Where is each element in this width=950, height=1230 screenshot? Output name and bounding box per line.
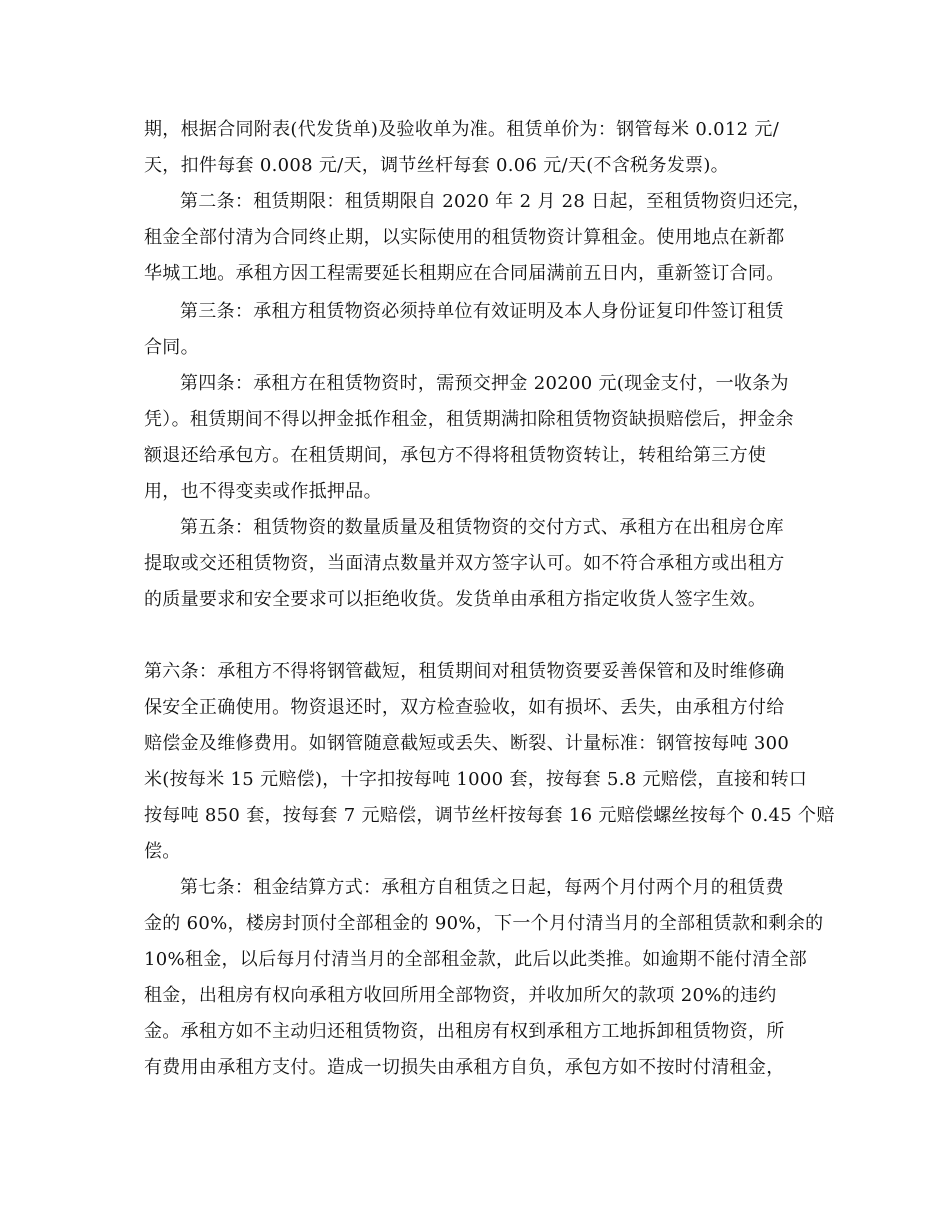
text-line: 租金，出租房有权向承租方收回所用全部物资，并收加所欠的款项 20%的违约 — [144, 985, 777, 1006]
text-line: 凭）。租赁期间不得以押金抵作租金，租赁期满扣除租赁物资缺损赔偿后，押金余 — [144, 409, 794, 430]
text-line: 第五条：租赁物资的数量质量及租赁物资的交付方式、承租方在出租房仓库 — [180, 517, 784, 538]
text-line: 华城工地。承租方因工程需要延长租期应在合同届满前五日内，重新签订合同。 — [144, 263, 785, 284]
text-line: 的质量要求和安全要求可以拒绝收货。发货单由承租方指定收货人签字生效。 — [144, 589, 767, 610]
text-line: 第三条：承租方租赁物资必须持单位有效证明及本人身份证复印件签订租赁 — [180, 301, 784, 322]
text-line: 赔偿金及维修费用。如钢管随意截短或丢失、断裂、计量标准：钢管按每吨 300 — [144, 733, 790, 754]
text-line: 金的 60%，楼房封顶付全部租金的 90%，下一个月付清当月的全部租赁款和剩余的 — [144, 913, 824, 934]
text-line: 保安全正确使用。物资退还时，双方检查验收，如有损坏、丢失，由承租方付给 — [144, 697, 785, 718]
text-line: 金。承租方如不主动归还租赁物资，出租房有权到承租方工地拆卸租赁物资，所 — [144, 1021, 785, 1042]
text-line: 额退还给承包方。在租赁期间，承包方不得将租赁物资转让，转租给第三方使 — [144, 445, 767, 466]
text-line: 合同。 — [144, 337, 199, 358]
text-line: 有费用由承租方支付。造成一切损失由承租方自负，承包方如不按时付清租金， — [144, 1057, 785, 1078]
text-line: 第六条：承租方不得将钢管截短，租赁期间对租赁物资要妥善保管和及时维修确 — [144, 661, 785, 682]
text-line: 期，根据合同附表(代发货单)及验收单为准。租赁单价为：钢管每米 0.012 元/ — [144, 119, 780, 140]
text-line: 第七条：租金结算方式：承租方自租赁之日起，每两个月付两个月的租赁费 — [180, 877, 784, 898]
text-line: 第二条：租赁期限：租赁期限自 2020 年 2 月 28 日起，至租赁物资归还完， — [180, 191, 811, 212]
text-line: 提取或交还租赁物资，当面清点数量并双方签字认可。如不符合承租方或出租方 — [144, 553, 785, 574]
text-line: 按每吨 850 套，按每套 7 元赔偿，调节丝杆按每套 16 元赔偿螺丝按每个 0.45 个赔 — [144, 805, 835, 826]
text-line: 用，也不得变卖或作抵押品。 — [144, 481, 382, 502]
text-line: 天，扣件每套 0.008 元/天，调节丝杆每套 0.06 元/天(不含税务发票)。 — [144, 155, 729, 176]
text-line: 第四条：承租方在租赁物资时，需预交押金 20200 元(现金支付，一收条为 — [180, 373, 789, 394]
text-line: 偿。 — [144, 841, 181, 862]
text-line: 10%租金，以后每月付清当月的全部租金款，此后以此类推。如逾期不能付清全部 — [144, 949, 808, 970]
text-line: 租金全部付清为合同终止期，以实际使用的租赁物资计算租金。使用地点在新都 — [144, 227, 785, 248]
text-line: 米(按每米 15 元赔偿)，十字扣按每吨 1000 套，按每套 5.8 元赔偿，直接和转口 — [144, 769, 808, 790]
